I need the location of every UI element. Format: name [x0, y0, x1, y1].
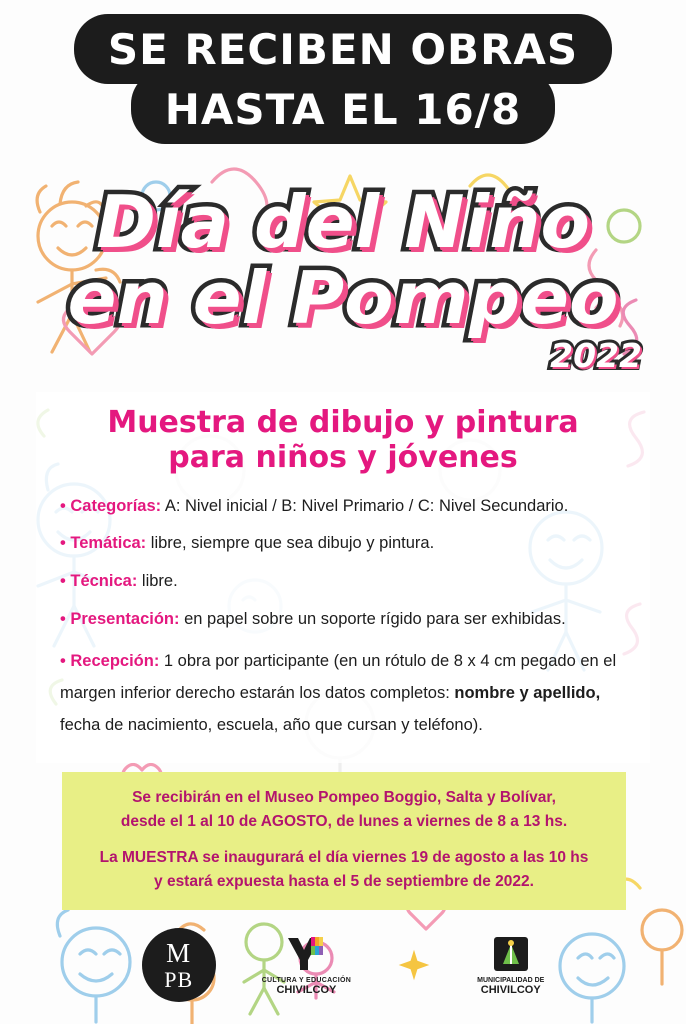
subtitle: [54, 406, 632, 476]
bullet-item: [60, 531, 626, 556]
bullet-list: [54, 494, 632, 742]
bullet-text: 1 obra por participante (en un rótulo de 8 x 4 cm pegado en el margen inferior derecho estarán los datos completos:: [60, 651, 617, 702]
content-panel: [36, 392, 650, 763]
municipalidad-icon: [491, 934, 531, 974]
bullet-item: [60, 569, 626, 594]
bullet-label: Temática:: [70, 534, 147, 553]
bullet-item: [60, 645, 626, 742]
bullet-dot: •: [60, 609, 66, 628]
bullet-strong: nombre y apellido,: [454, 683, 601, 702]
info-box: [62, 772, 626, 910]
bullet-label: Recepción:: [70, 651, 160, 670]
star-icon: [397, 948, 431, 982]
info-line-3: La MUESTRA se inaugurará el día viernes 19 de agosto a las 10 hs: [99, 849, 589, 867]
cultura-caption-1: CULTURA Y EDUCACIÓN: [261, 977, 352, 984]
title-line-1-text: Día del Niño: [96, 180, 590, 264]
subtitle-line-1: Muestra de dibujo y pintura: [107, 405, 579, 440]
title-year-text: 2022: [550, 336, 642, 375]
cultura-icon: [284, 934, 328, 974]
info-box-group-2: [74, 846, 614, 894]
mpb-logo-bottom: PB: [164, 966, 194, 992]
banner-line-2: HASTA EL 16/8: [131, 70, 556, 144]
subtitle-line-2: para niños y jóvenes: [168, 439, 518, 475]
cultura-logo-mark: [284, 934, 328, 974]
bullet-text-2: fecha de nacimiento, escuela, año que cursan y teléfono).: [60, 715, 483, 734]
info-box-group-1: [74, 786, 614, 834]
bullet-dot: •: [60, 572, 66, 591]
bullet-text: libre.: [137, 572, 178, 591]
cultura-caption-2: CHIVILCOY: [276, 984, 337, 996]
bullet-dot: •: [60, 651, 66, 670]
bullet-item: [60, 607, 626, 632]
top-banner: [0, 14, 686, 144]
mpb-logo-top: M: [166, 937, 192, 968]
bullet-dot: •: [60, 496, 66, 515]
bullet-text: libre, siempre que sea dibujo y pintura.: [146, 534, 435, 553]
info-line-2: desde el 1 al 10 de AGOSTO, de lunes a viernes de 8 a 13 hs.: [120, 813, 568, 831]
municipalidad-logo: [477, 934, 544, 996]
banner-line-1: SE RECIBEN OBRAS: [74, 14, 612, 84]
municipalidad-caption-2: CHIVILCOY: [480, 984, 541, 996]
bullet-label: Técnica:: [70, 572, 138, 591]
bullet-dot: •: [60, 534, 66, 553]
info-line-1: Se recibirán en el Museo Pompeo Boggio, Salta y Bolívar,: [132, 789, 556, 806]
bullet-label: Presentación:: [70, 609, 180, 628]
cultura-educacion-logo: [262, 934, 351, 996]
bullet-text: A: Nivel inicial / B: Nivel Primario / C: Nivel Secundario.: [161, 496, 569, 515]
title-line-2-text: en el Pompeo: [67, 256, 619, 340]
municipalidad-caption-1: MUNICIPALIDAD DE: [477, 977, 545, 984]
bullet-label: Categorías:: [70, 496, 162, 515]
info-line-4: y estará expuesta hasta el 5 de septiembre de 2022.: [154, 873, 534, 891]
logo-row: [0, 928, 686, 1002]
bullet-text: en papel sobre un soporte rígido para ser exhibidas.: [179, 609, 566, 628]
bullet-item: [60, 494, 626, 519]
mpb-museum-logo: [142, 928, 216, 1002]
